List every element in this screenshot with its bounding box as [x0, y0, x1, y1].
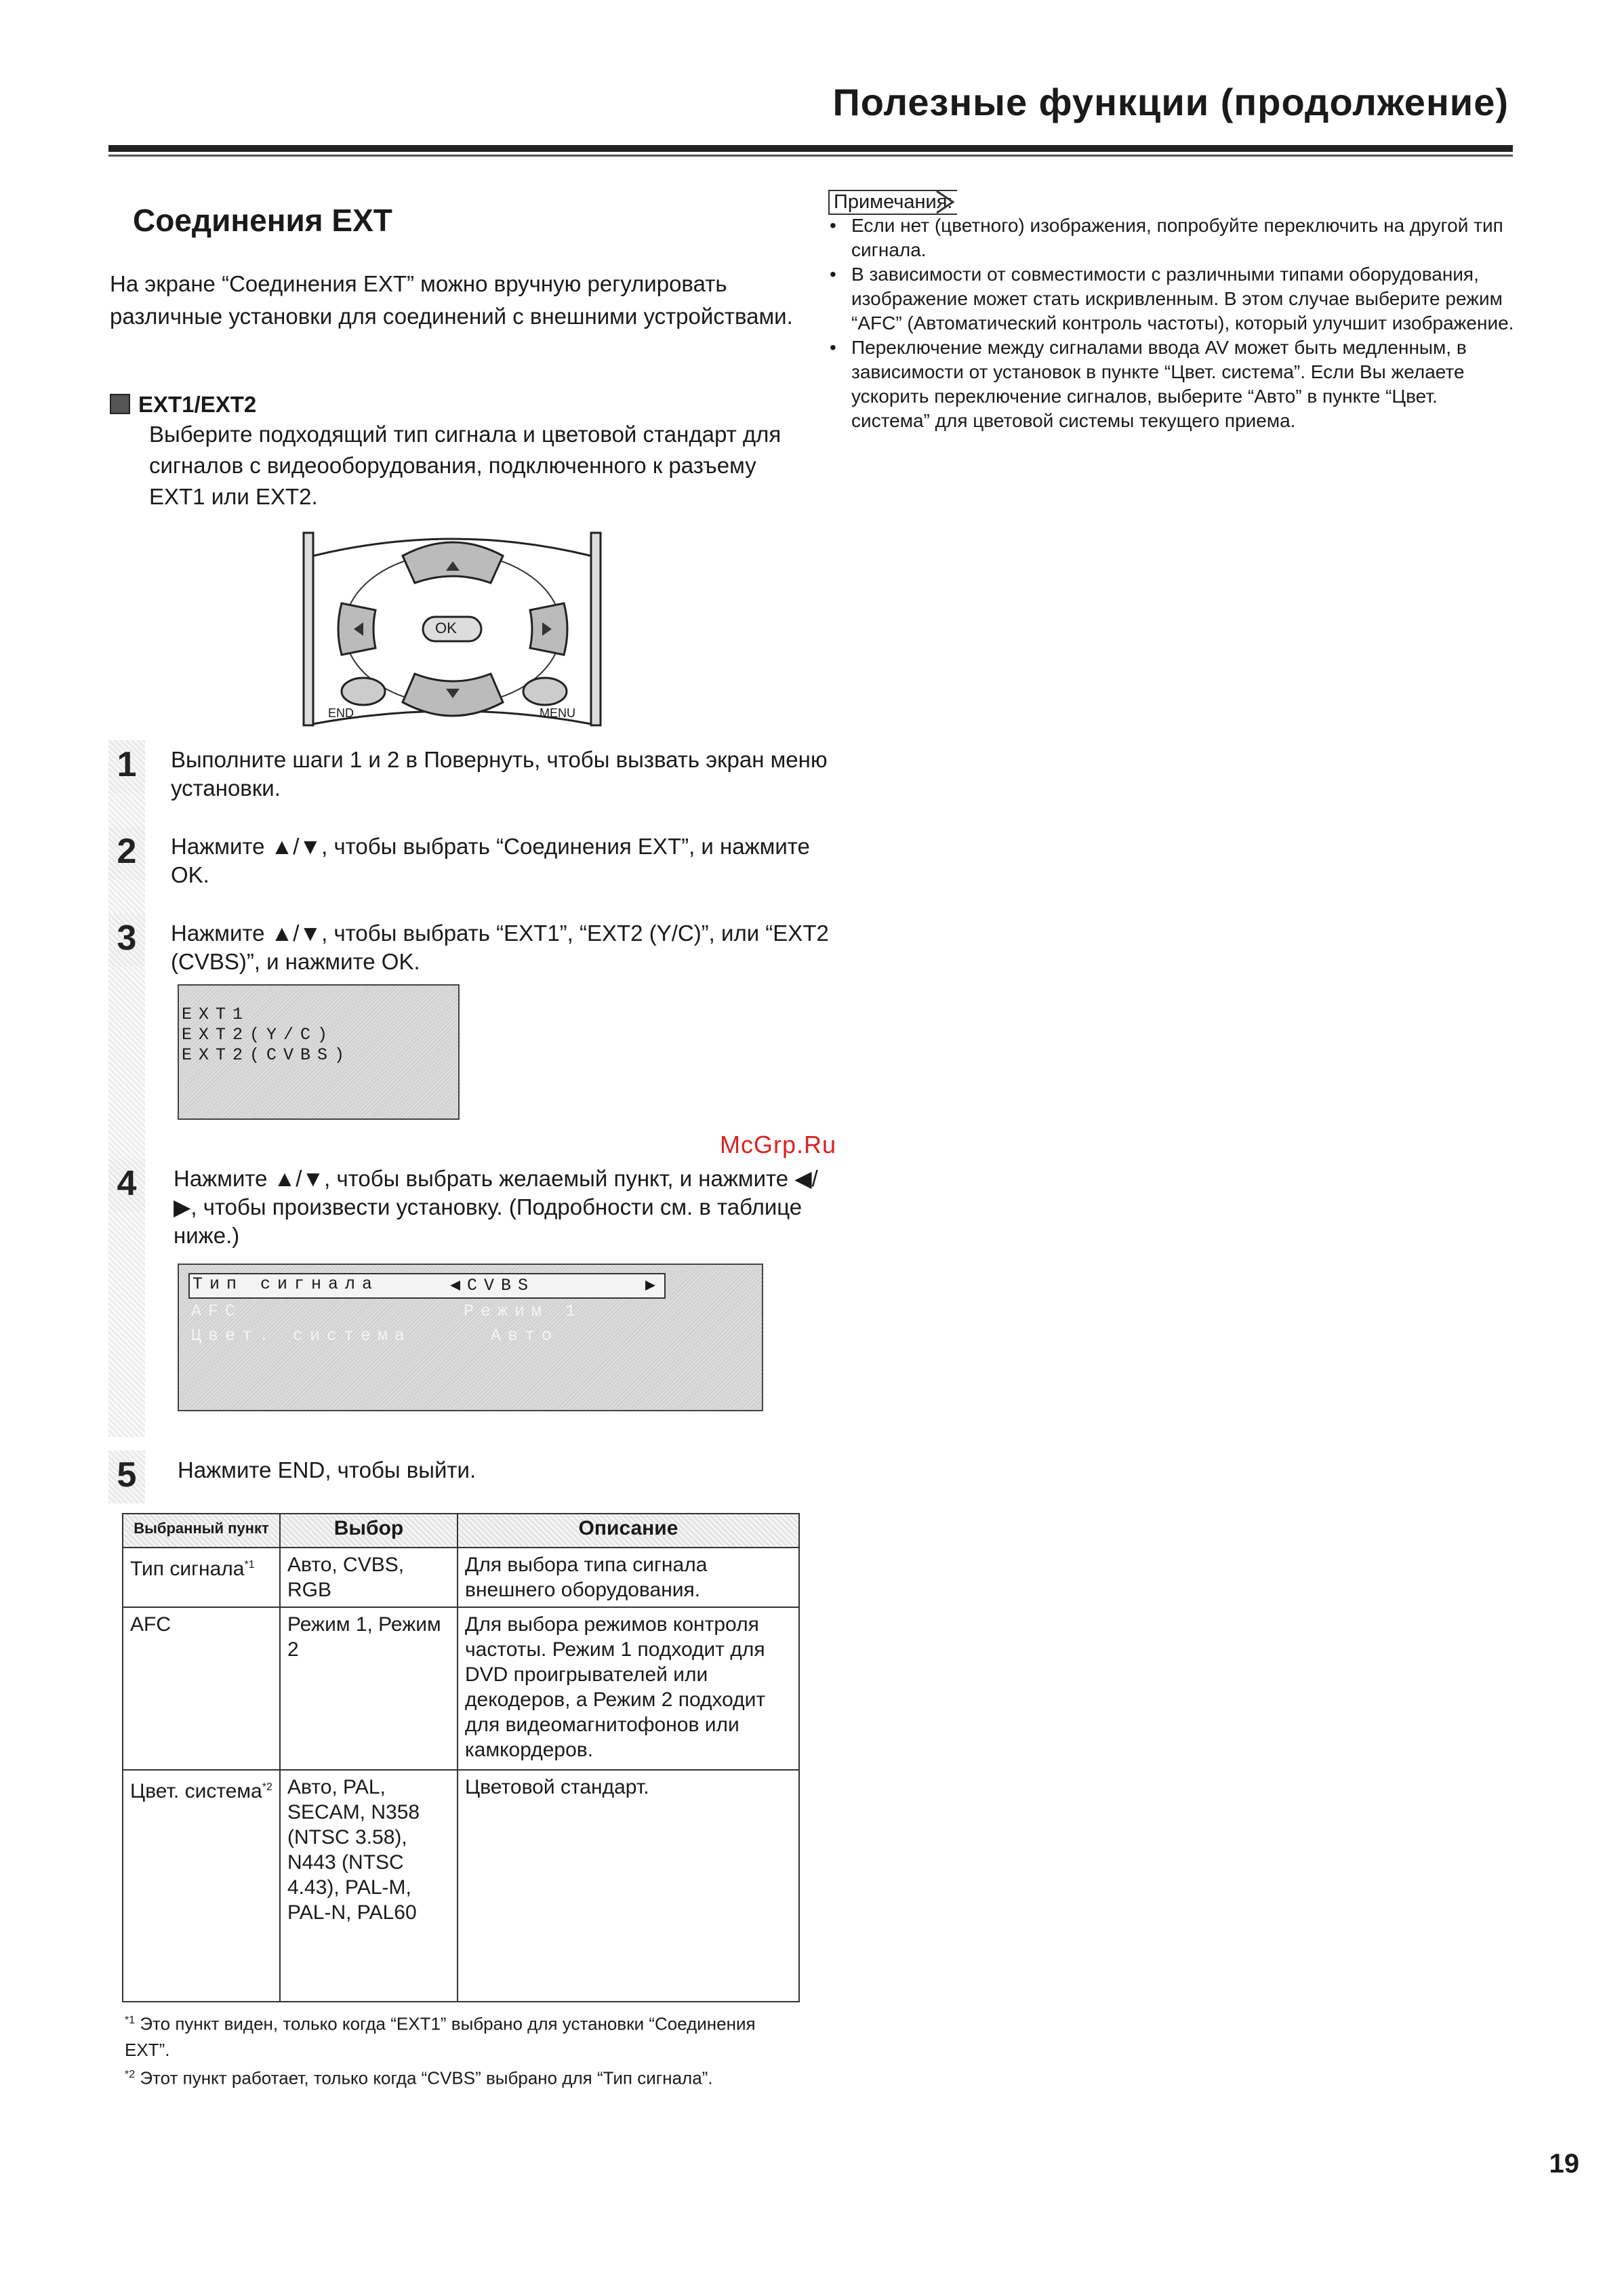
- osd-menu-item: EXT2(Y/C): [182, 1025, 335, 1045]
- step-text: Выполните шаги 1 и 2 в Повернуть, чтобы вызвать экран меню установки.: [171, 747, 828, 801]
- osd-row-value: Авто: [491, 1326, 559, 1346]
- table-header: Выбранный пункт: [123, 1514, 280, 1548]
- step-number: 4: [108, 1159, 145, 1212]
- square-bullet-icon: [110, 394, 130, 414]
- table-header: Описание: [458, 1514, 799, 1548]
- subheading: [110, 392, 256, 418]
- table-cell-choice: Авто, PAL, SECAM, N358 (NTSC 3.58), N443 (NTSC 4.43), PAL-M, PAL-N, PAL60: [280, 1770, 458, 2002]
- osd-menu-item: EXT1: [182, 1005, 250, 1024]
- subheading-description: Выберите подходящий тип сигнала и цветовой стандарт для сигналов с видеооборудования, подключенного к разъему EXT1 или EXT2.: [149, 422, 781, 509]
- osd-row-label: Тип сигнала: [192, 1274, 380, 1294]
- subheading-text: EXT1/EXT2: [138, 392, 257, 417]
- notes-arrow-icon: [935, 188, 956, 216]
- item-name: Цвет. система: [130, 1780, 262, 1802]
- page-number: 19: [1549, 2149, 1579, 2179]
- footnote-mark: *2: [262, 1781, 272, 1793]
- footnote-1: [125, 2008, 803, 2063]
- ok-button-label: OK: [435, 620, 457, 637]
- step-number: 1: [108, 740, 145, 793]
- table-header-row: [123, 1514, 799, 1548]
- watermark: McGrp.Ru: [720, 1131, 837, 1158]
- step-text: Нажмите END, чтобы выйти.: [178, 1457, 476, 1482]
- footnote-text: Это пункт виден, только когда “EXT1” выбрано для установки “Соединения EXT”.: [125, 2013, 756, 2060]
- remote-control-illustration: [301, 529, 605, 729]
- osd-row-value: Режим 1: [464, 1301, 583, 1321]
- settings-table: [122, 1513, 800, 2002]
- table-cell-item: [123, 1548, 280, 1607]
- menu-button-label: MENU: [540, 706, 575, 720]
- table-cell-item: [123, 1770, 280, 2002]
- table-cell-description: Цветовой стандарт.: [458, 1770, 799, 2002]
- notes-list: [828, 214, 1520, 433]
- osd-menu-item: EXT2(CVBS): [182, 1045, 352, 1065]
- osd-ext-menu: [178, 984, 460, 1120]
- item-name: AFC: [130, 1613, 171, 1636]
- footnote-mark: *1: [125, 2015, 136, 2026]
- note-item: • Если нет (цветного) изображения, попробуйте переключить на другой тип сигнала.: [828, 214, 1520, 262]
- table-row: [123, 1770, 799, 2002]
- osd-row-label: AFC: [191, 1301, 243, 1321]
- page-header-title: Полезные функции (продолжение): [832, 81, 1509, 123]
- table-row: [123, 1607, 799, 1770]
- header-rule: [108, 145, 1513, 152]
- footnote-mark: *2: [125, 2069, 136, 2080]
- table-cell-description: Для выбора типа сигнала внешнего оборудования.: [458, 1548, 799, 1607]
- table-row: [123, 1548, 799, 1607]
- table-cell-description: Для выбора режимов контроля частоты. Режим 1 подходит для DVD проигрывателей или декодеров, а Режим 2 подходит для видеомагнитофонов или камкордеров.: [458, 1607, 799, 1770]
- step-number: 3: [108, 914, 145, 967]
- table-cell-choice: Режим 1, Режим 2: [280, 1607, 458, 1770]
- section-title: Соединения EXT: [133, 203, 392, 238]
- osd-settings-menu: [178, 1264, 763, 1411]
- step-text: Нажмите ▲/▼, чтобы выбрать желаемый пункт, и нажмите ◀/▶, чтобы произвести установку. (Подробности см. в таблице ниже.): [174, 1166, 818, 1248]
- step-number: 5: [108, 1451, 145, 1503]
- footnote-2: [125, 2062, 803, 2091]
- footnote-text: Этот пункт работает, только когда “CVBS” выбрано для “Тип сигнала”.: [140, 2067, 713, 2088]
- end-button-label: END: [328, 706, 354, 720]
- step-text: Нажмите ▲/▼, чтобы выбрать “EXT1”, “EXT2 (Y/C)”, или “EXT2 (CVBS)”, и нажмите OK.: [171, 921, 829, 974]
- step-text: Нажмите ▲/▼, чтобы выбрать “Соединения EXT”, и нажмите OK.: [171, 834, 810, 887]
- item-name: Тип сигнала: [130, 1558, 245, 1580]
- table-cell-choice: Авто, CVBS, RGB: [280, 1548, 458, 1607]
- table-cell-item: [123, 1607, 280, 1770]
- section-intro: На экране “Соединения EXT” можно вручную регулировать различные установки для соединений с внешними устройствами.: [110, 271, 793, 329]
- note-item: • В зависимости от совместимости с различными типами оборудования, изображение может стать искривленным. В этом случае выберите режим “AFC” (Автоматический контроль частоты), который улучшит изображение.: [828, 262, 1520, 336]
- osd-selected-row: [188, 1273, 666, 1299]
- osd-row-value: ◀CVBS: [450, 1276, 535, 1295]
- osd-row-label: Цвет. система: [191, 1326, 412, 1346]
- notes-heading: Примечания:: [828, 190, 957, 215]
- osd-right-arrow-icon: ▶: [645, 1276, 663, 1295]
- footnote-mark: *1: [244, 1559, 255, 1571]
- note-item: • Переключение между сигналами ввода AV может быть медленным, в зависимости от установок в пункте “Цвет. система”. Если Вы желаете ускорить переключение сигналов, выберите “Авто” в пункте “Цвет. система” для цветовой системы текущего приема.: [828, 336, 1520, 433]
- table-header: Выбор: [280, 1514, 458, 1548]
- step-number: 2: [108, 827, 145, 880]
- header-rule-thin: [108, 155, 1513, 157]
